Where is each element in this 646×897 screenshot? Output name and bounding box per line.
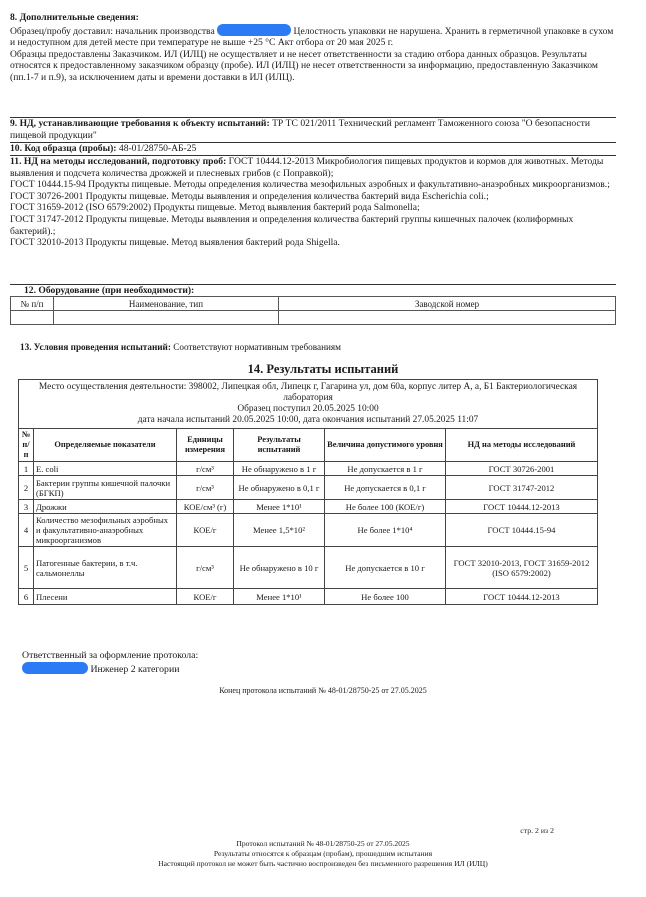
table-header-row [19,429,598,462]
row-unit: КОЕ/г [177,514,234,547]
row-result: Не обнаружено в 0,1 г [234,476,325,500]
row-limit: Не допускается в 10 г [325,547,446,589]
section-equipment [24,285,630,297]
row-limit: Не более 100 (КОЕ/г) [325,500,446,514]
method-line: ГОСТ 32010-2013 Продукты пищевые. Метод выявления бактерий рода Shigella. [10,237,340,249]
section8-title: 8. Дополнительные сведения: [10,12,139,23]
col-indicator: Определяемые показатели [34,429,177,462]
col-result: Результаты испытаний [234,429,325,462]
results-title: 14. Результаты испытаний [247,362,399,376]
row-indicator: Плесени [34,589,177,605]
row-limit: Не допускается в 0,1 г [325,476,446,500]
table-row [19,547,598,589]
row-number: 4 [19,514,34,547]
method-line: ГОСТ 10444.12-2013 Микробиология пищевых продуктов и кормов для животных. Методы выявления и подсчета количества дрожжей и плесневых грибов (с Поправкой); [10,156,604,179]
row-indicator: Дрожжи [34,500,177,514]
row-result: Менее 1*10¹ [234,500,325,514]
row-number: 2 [19,476,34,500]
section9-text: ТР ТС 021/2011 Технический регламент Таможенного союза "О безопасности пищевой продукции" [10,118,591,141]
table-row [19,462,598,476]
col-number: № п/п [11,297,54,311]
responsible-position: Инженер 2 категории [90,663,180,675]
section-additional-info [10,12,616,84]
row-number: 5 [19,547,34,589]
section8-delivery [10,24,616,49]
row-indicator: Бактерии группы кишечной палочки (БГКП) [34,476,177,500]
section-methods [10,156,616,249]
delivered-by-text: Образец/пробу доставил: начальник производства [10,25,215,37]
section-conditions [20,342,626,354]
section10-title: 10. Код образца (пробы): [10,143,117,154]
page-footer [0,839,646,869]
method-line: ГОСТ 30726-2001 Продукты пищевые. Методы выявления и определения количества бактерий вида Escherichia coli.; [10,190,489,202]
row-method: ГОСТ 10444.12-2013 [446,589,598,605]
row-number: 1 [19,462,34,476]
row-method: ГОСТ 10444.12-2013 [446,500,598,514]
row-limit: Не более 1*10⁴ [325,514,446,547]
row-unit: г/см³ [177,462,234,476]
row-result: Не обнаружено в 1 г [234,462,325,476]
footer-line: Настоящий протокол не может быть частично воспроизведен без письменного разрешения ИЛ (ИЛЦ) [158,859,488,868]
section8-disclaimer: Образцы предоставлены Заказчиком. ИЛ (ИЛЦ) не осуществляет и не несет ответственности за стадию отбора данных образцов. Результаты относятся к предоставленному заказчиком образцу (пробе). ИЛ (ИЛЦ) не несет ответственности за информацию, предоставленную Заказчиком (пп.1-7 и п.9), за исключением даты и времени доставки в ИЛ (ИЛЦ). [10,48,598,83]
redacted-name [22,662,88,674]
row-method: ГОСТ 32010-2013, ГОСТ 31659-2012 (ISO 6579:2002) [446,547,598,589]
col-limit: Величина допустимого уровня [325,429,446,462]
table-row [11,311,616,325]
row-result: Менее 1*10¹ [234,589,325,605]
responsible-label: Ответственный за оформление протокола: [22,650,199,661]
storage-text: Целостность упаковки не нарушена. Хранить в герметичной упаковке в сухом и недоступном для детей месте при температуре не выше +25 °С Акт отбора от 20 мая 2025 г. [10,25,614,49]
row-unit: г/см³ [177,547,234,589]
row-unit: КОЕ/г [177,589,234,605]
results-table [18,379,598,605]
responsible-block [22,650,198,675]
row-method: ГОСТ 31747-2012 [446,476,598,500]
row-indicator: Количество мезофильных аэробных и факультативно-анаэробных микроорганизмов [34,514,177,547]
section9-title: 9. НД, устанавливающие требования к объекту испытаний: [10,118,270,129]
table-header-row [11,297,616,311]
place-of-activity: Место осуществления деятельности: 398002, Липецкая обл, Липецк г, Гагарина ул, дом 60а, корпус литер А, а, Б1 Бактериологическая лаборатория [38,382,578,403]
row-indicator: E. coli [34,462,177,476]
col-method: НД на методы исследований [446,429,598,462]
end-of-protocol: Конец протокола испытаний № 48-01/28750-25 от 27.05.2025 [219,686,427,695]
table-row [19,589,598,605]
redacted-name [217,24,291,36]
section-requirements [10,118,616,141]
method-line: ГОСТ 10444.15-94 Продукты пищевые. Методы определения количества мезофильных аэробных и факультативно-анаэробных микроорганизмов.; [10,179,610,191]
col-number: № п/п [19,429,34,462]
row-result: Не обнаружено в 10 г [234,547,325,589]
col-serial: Заводской номер [279,297,616,311]
row-result: Менее 1,5*10² [234,514,325,547]
test-dates: дата начала испытаний 20.05.2025 10:00, дата окончания испытаний 27.05.2025 11:07 [137,415,479,425]
footer-line: Протокол испытаний № 48-01/28750-25 от 27.05.2025 [236,839,410,848]
row-limit: Не более 100 [325,589,446,605]
section11-title: 11. НД на методы исследований, подготовку проб: [10,156,227,167]
table-row [19,476,598,500]
row-unit: г/см³ [177,476,234,500]
section12-title: 12. Оборудование (при необходимости): [24,285,195,296]
method-line: ГОСТ 31659-2012 (ISO 6579:2002) Продукты пищевые. Метод выявления бактерий рода Salmonella; [10,202,420,214]
col-unit: Единицы измерения [177,429,234,462]
row-method: ГОСТ 10444.15-94 [446,514,598,547]
table-row [19,500,598,514]
col-name: Наименование, тип [54,297,279,311]
sample-received: Образец поступил 20.05.2025 10:00 [237,404,379,414]
section-sample-code [10,143,616,155]
row-unit: КОЕ/см³ (г) [177,500,234,514]
row-number: 3 [19,500,34,514]
footer-line: Результаты относятся к образцам (пробам), прошедшим испытания [213,849,433,858]
section13-text: Соответствуют нормативным требованиям [173,342,341,352]
results-info [19,380,598,429]
row-limit: Не допускается в 1 г [325,462,446,476]
method-line: ГОСТ 31747-2012 Продукты пищевые. Методы выявления и определения количества бактерий группы кишечных палочек (колиформных бактерий).; [10,213,574,237]
row-number: 6 [19,589,34,605]
row-method: ГОСТ 30726-2001 [446,462,598,476]
row-indicator: Патогенные бактерии, в т.ч. сальмонеллы [34,547,177,589]
page-number: стр. 2 из 2 [520,826,554,835]
section13-title: 13. Условия проведения испытаний: [20,342,171,352]
table-row [19,514,598,547]
equipment-table [10,296,616,325]
sample-code: 48-01/28750-АБ-25 [118,143,197,154]
